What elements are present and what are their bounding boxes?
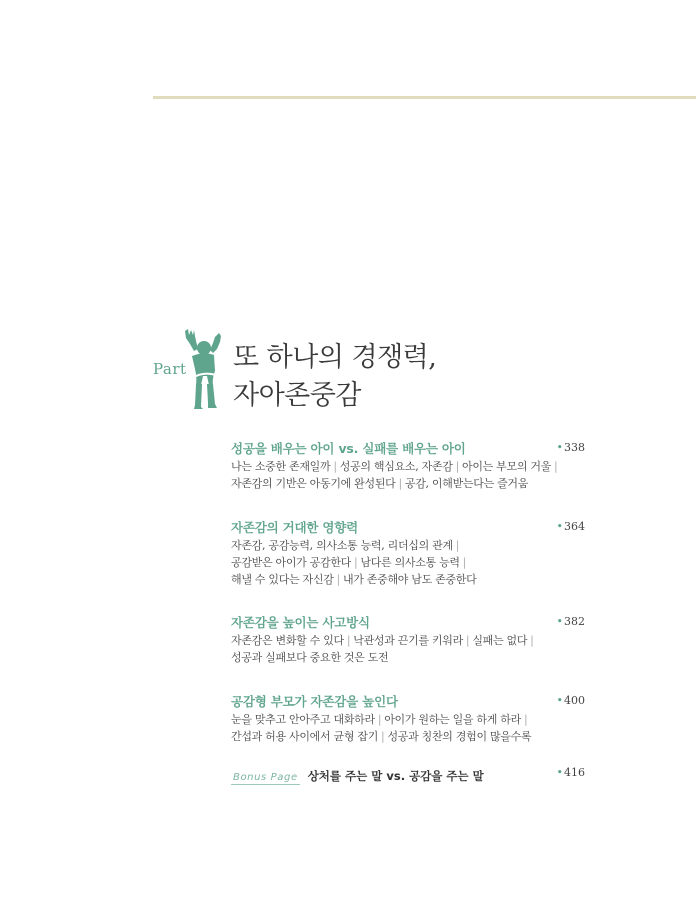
toc-entry[interactable] [231, 440, 587, 519]
entry-page-number [557, 694, 586, 707]
subtopic-line [231, 571, 587, 588]
page-number: 416 [564, 766, 585, 779]
toc-entry[interactable] [231, 693, 587, 769]
bonus-entry[interactable] [231, 765, 587, 785]
separator: | [398, 477, 402, 490]
page-number: 338 [564, 441, 585, 454]
subtopic: 자존감, 공감능력, 의사소통 능력, 리더십의 관계 [231, 539, 453, 552]
table-of-contents [231, 440, 587, 785]
subtopic: 아이가 원하는 일을 하게 하라 [384, 713, 521, 726]
bonus-page-tag: Bonus Page [233, 772, 298, 783]
part-title-line1: 또 하나의 경쟁력, [233, 342, 437, 373]
separator: | [346, 634, 351, 647]
subtopic: 성공과 실패보다 중요한 것은 도전 [231, 651, 389, 664]
subtopic: 나는 소중한 존재일까 [231, 460, 331, 473]
page-number: 382 [564, 615, 585, 628]
separator: | [465, 634, 470, 647]
bullet-dot-icon: • [556, 615, 563, 628]
separator: | [381, 730, 385, 743]
bullet-dot-icon: • [556, 766, 563, 779]
part-label: Part [153, 360, 187, 378]
bullet-dot-icon: • [556, 520, 563, 533]
toc-entry[interactable] [231, 519, 587, 614]
bonus-title[interactable]: 상처를 주는 말 vs. 공감을 주는 말 [307, 769, 484, 783]
entry-page-number [557, 441, 586, 454]
subtopic: 자존감의 기반은 아동기에 완성된다 [231, 477, 396, 490]
subtopic-line [231, 728, 587, 745]
subtopic: 성공과 칭찬의 경험이 많을수록 [387, 730, 532, 743]
separator: | [530, 634, 534, 647]
toc-entry[interactable] [231, 614, 587, 693]
child-raising-arms-icon [182, 329, 222, 413]
entry-page-number [557, 520, 586, 533]
entry-page-number [557, 615, 586, 628]
subtopic-line [231, 537, 587, 554]
subtopic-line [231, 711, 587, 728]
subtopic: 공감받은 아이가 공감한다 [231, 556, 351, 569]
entry-title[interactable]: 자존감의 거대한 영향력 [231, 520, 359, 535]
subtopic-line [231, 632, 587, 649]
page-number: 400 [564, 694, 585, 707]
bullet-dot-icon: • [556, 694, 563, 707]
top-rule [153, 96, 696, 99]
subtopic-line [231, 554, 587, 571]
subtopic: 눈을 맞추고 안아주고 대화하라 [231, 713, 375, 726]
separator: | [554, 460, 558, 473]
entry-page-number [557, 766, 586, 779]
separator: | [333, 460, 337, 473]
separator: | [462, 556, 467, 569]
subtopic: 해낼 수 있다는 자신감 [231, 573, 334, 586]
separator: | [377, 713, 382, 726]
subtopic-line [231, 475, 587, 492]
subtopic: 간섭과 허용 사이에서 균형 잡기 [231, 730, 379, 743]
entry-title[interactable]: 공감형 부모가 자존감을 높인다 [231, 694, 398, 709]
separator: | [336, 573, 340, 586]
separator: | [353, 556, 358, 569]
part-title-line2: 자아존중감 [233, 380, 361, 411]
subtopic: 공감, 이해받는다는 즐거움 [404, 477, 529, 490]
subtopic: 성공의 핵심요소, 자존감 [339, 460, 453, 473]
subtopic: 아이는 부모의 거울 [462, 460, 552, 473]
page-number: 364 [564, 520, 585, 533]
subtopic: 실패는 없다 [472, 634, 528, 647]
entry-title[interactable]: 성공을 배우는 아이 vs. 실패를 배우는 아이 [231, 441, 466, 456]
entry-title[interactable]: 자존감을 높이는 사고방식 [231, 615, 370, 630]
subtopic-line [231, 649, 587, 666]
subtopic: 자존감은 변화할 수 있다 [231, 634, 344, 647]
subtopic: 남다른 의사소통 능력 [360, 556, 460, 569]
separator: | [523, 713, 528, 726]
part-title [233, 339, 553, 415]
subtopic-line [231, 458, 587, 475]
bullet-dot-icon: • [556, 441, 563, 454]
subtopic: 낙관성과 끈기를 키워라 [353, 634, 463, 647]
subtopic: 내가 존중해야 남도 존중한다 [342, 573, 477, 586]
separator: | [455, 460, 459, 473]
separator: | [455, 539, 460, 552]
